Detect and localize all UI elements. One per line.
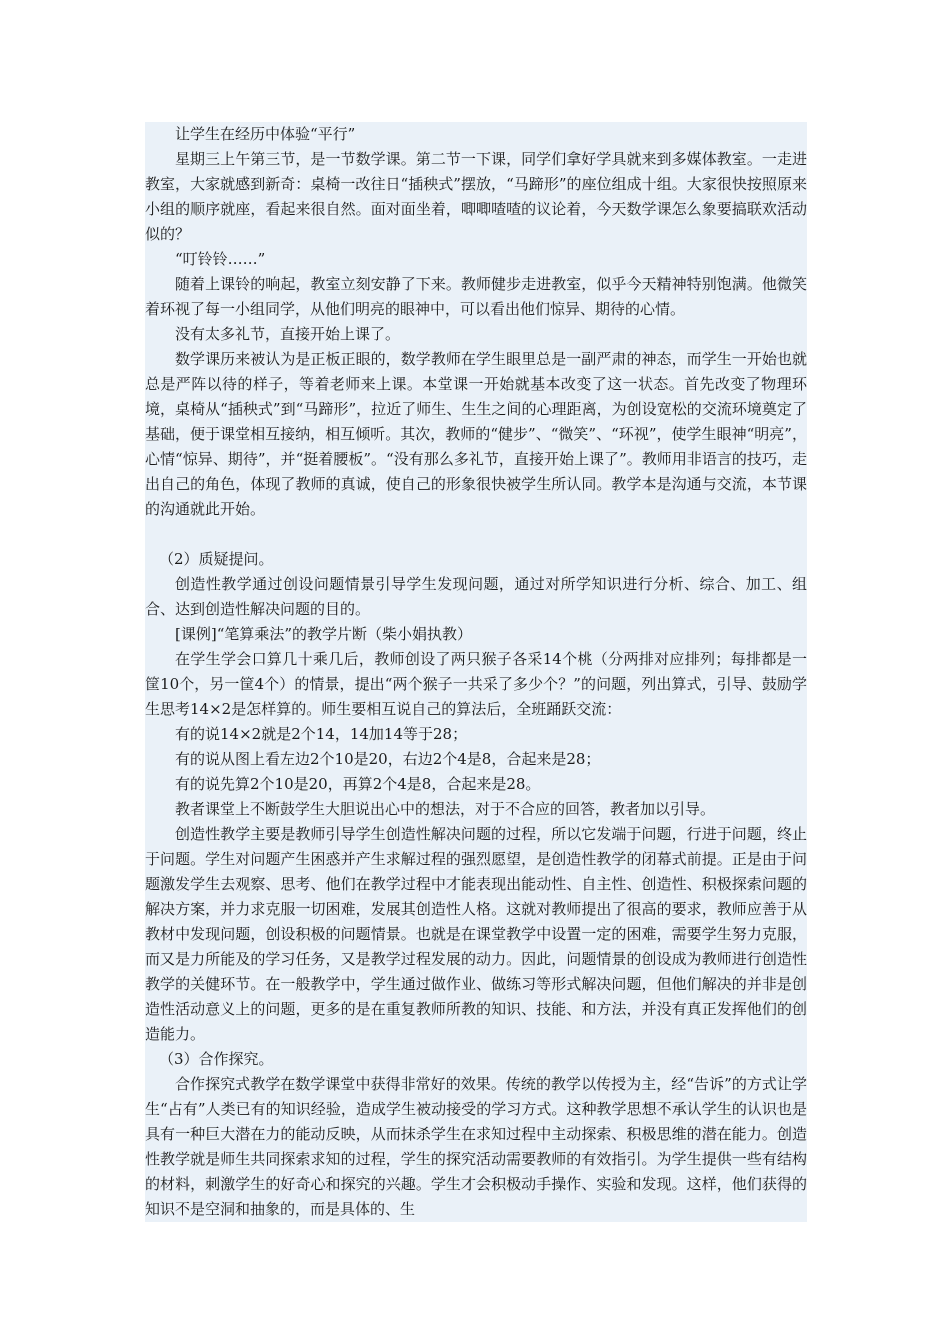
paragraph: 教者课堂上不断鼓学生大胆说出心中的想法，对于不合应的回答，教者加以引导。: [175, 800, 716, 818]
paragraph: 创造性教学主要是教师引导学生创造性解决问题的过程，所以它发端于问题，行进于问题，终止于问题。学生对问题产生困惑并产生求解过程的强烈愿望，是创造性教学的闭幕式前提。正是由于问题激发学生去观察、思考、他们在教学过程中才能表现出能动性、自主性、创造性、积极探索问题的解决方案，并力求克服一切困难，发展其创造性人格。这就对教师提出了很高的要求，教师应善于从教材中发现问题，创设积极的问题情景。也就是在课堂教学中设置一定的困难，需要学生努力克服，而又是力所能及的学习任务，又是教学过程发展的动力。因此，问题情景的创设成为教师进行创造性教学的关健环节。在一般教学中，学生通过做作业、做练习等形式解决问题，但他们解决的并非是创造性活动意义上的问题，更多的是在重复教师所教的知识、技能、和方法，并没有真正发挥他们的创造能力。: [145, 825, 807, 1043]
paragraph: 星期三上午第三节，是一节数学课。第二节一下课，同学们拿好学具就来到多媒体教室。一走进教室，大家就感到新奇：桌椅一改往日“插秧式”摆放，“马蹄形”的座位组成十组。大家很快按照原来小组的顺序就座，看起来很自然。面对面坐着，唧唧喳喳的议论着，今天数学课怎么象要搞联欢活动似的？: [145, 150, 807, 243]
example-line: 有的说14×2就是2个14，14加14等于28；: [175, 725, 468, 743]
paragraph: 创造性教学通过创设问题情景引导学生发现问题，通过对所学知识进行分析、综合、加工、组合、达到创造性解决问题的目的。: [145, 575, 807, 618]
paragraph: “叮铃铃……”: [175, 250, 266, 268]
section-heading: （3）合作探究。: [159, 1050, 274, 1068]
example-line: 有的说先算2个10是20，再算2个4是8，合起来是28。: [175, 775, 541, 793]
paragraph: 合作探究式教学在数学课堂中获得非常好的效果。传统的教学以传授为主，经“告诉”的方式让学生“占有”人类已有的知识经验，造成学生被动接受的学习方式。这种教学思想不承认学生的认识也是具有一种巨大潜在力的能动反映，从而抹杀学生在求知过程中主动探索、积极思维的潜在能力。创造性教学就是师生共同探索求知的过程，学生的探究活动需要教师的有效指引。为学生提供一些有结构的材料，刺激学生的好奇心和探究的兴趣。学生才会积极动手操作、实验和发现。这样，他们获得的知识不是空洞和抽象的，而是具体的、生: [145, 1075, 807, 1218]
case-title: [课例]“笔算乘法”的教学片断（柴小娟执教）: [175, 625, 473, 643]
document-title: 让学生在经历中体验“平行”: [175, 125, 356, 143]
section-heading: （2）质疑提问。: [159, 550, 274, 568]
example-line: 有的说从图上看左边2个10是20，右边2个4是8，合起来是28；: [175, 750, 601, 768]
paragraph: 没有太多礼节，直接开始上课了。: [175, 325, 401, 343]
paragraph: 随着上课铃的响起，教室立刻安静了下来。教师健步走进教室，似乎今天精神特别饱满。他微笑着环视了每一小组同学，从他们明亮的眼神中，可以看出他们惊异、期待的心情。: [145, 275, 807, 318]
paragraph: 在学生学会口算几十乘几后，教师创设了两只猴子各采14个桃（分两排对应排列；每排都是一筐10个，另一筐4个）的情景，提出“两个猴子一共采了多少个？”的问题，列出算式，引导、鼓励学生思考14×2是怎样算的。师生要相互说自己的算法后，全班踊跃交流：: [145, 650, 807, 718]
document-body: [145, 122, 807, 1222]
blank-line: [145, 522, 807, 547]
paragraph: 数学课历来被认为是正板正眼的，数学教师在学生眼里总是一副严肃的神态，而学生一开始也就总是严阵以待的样子，等着老师来上课。本堂课一开始就基本改变了这一状态。首先改变了物理环境，桌椅从“插秧式”到“马蹄形”，拉近了师生、生生之间的心理距离，为创设宽松的交流环境奠定了基础，便于课堂相互接纳，相互倾听。其次，教师的“健步”、“微笑”、“环视”，使学生眼神“明亮”，心情“惊异、期待”，并“挺着腰板”。“没有那么多礼节，直接开始上课了”。教师用非语言的技巧，走出自己的角色，体现了教师的真诚，使自己的形象很快被学生所认同。教学本是沟通与交流，本节课的沟通就此开始。: [145, 350, 807, 518]
